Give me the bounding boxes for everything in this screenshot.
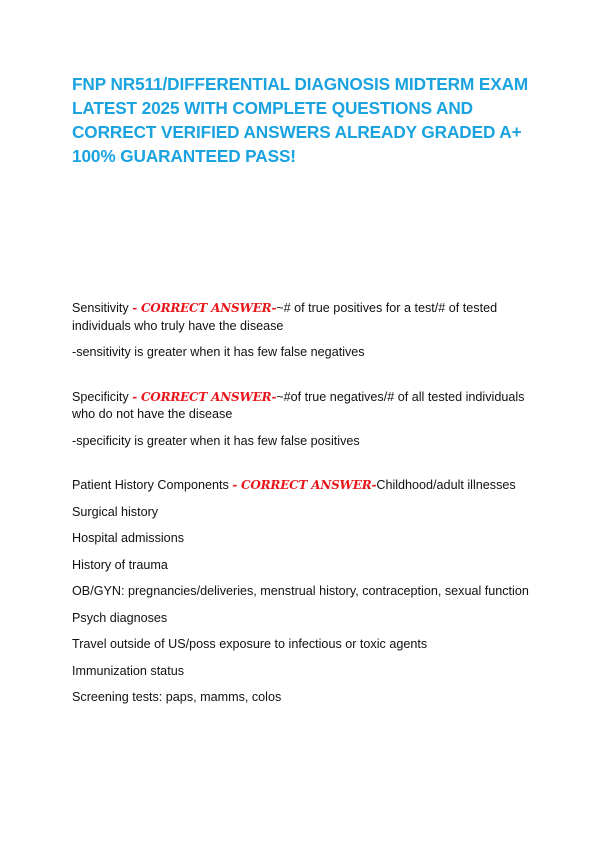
answer-text: ~#of true negatives/# of all tested individuals who do not have the disease: [72, 389, 525, 421]
qa-item-sensitivity: [72, 300, 532, 362]
question-term: Sensitivity: [72, 301, 129, 315]
document-body: [72, 300, 532, 716]
correct-answer-tag: - CORRECT ANSWER-: [132, 389, 277, 404]
answer-note: Surgical history: [72, 504, 159, 519]
answer-note: Travel outside of US/poss exposure to infectious or toxic agents: [72, 637, 428, 651]
qa-question-paragraph: [72, 477, 532, 495]
answer-note: -specificity is greater when it has few false positives: [72, 433, 360, 448]
answer-note: Hospital admissions: [72, 531, 184, 545]
answer-text: ~# of true positives for a test/# of tested individuals who truly have the disease: [72, 301, 498, 333]
answer-text: Childhood/adult illnesses: [376, 478, 516, 492]
answer-note: Psych diagnoses: [72, 610, 168, 625]
question-term: Patient History Components: [72, 478, 229, 492]
correct-answer-tag: - CORRECT ANSWER-: [232, 478, 377, 492]
qa-question-paragraph: [72, 389, 532, 424]
answer-note: Immunization status: [72, 663, 184, 678]
answer-note: Screening tests: paps, mamms, colos: [72, 690, 282, 704]
qa-item-specificity: [72, 389, 532, 451]
document-title: FNP NR511/DIFFERENTIAL DIAGNOSIS MIDTERM EXAM LATEST 2025 WITH COMPLETE QUESTIONS AND CORRECT VERIFIED ANSWERS ALREADY GRADED A+ 100% GUARANTEED PASS!: [72, 74, 529, 166]
question-term: Specificity: [72, 389, 129, 404]
answer-note: -sensitivity is greater when it has few false negatives: [72, 345, 365, 359]
qa-question-paragraph: [72, 300, 532, 335]
correct-answer-tag: - CORRECT ANSWER-: [132, 301, 277, 315]
answer-note: History of trauma: [72, 557, 168, 572]
answer-note: OB/GYN: pregnancies/deliveries, menstrual history, contraception, sexual function: [72, 584, 529, 598]
qa-item-patient-history: [72, 477, 532, 707]
